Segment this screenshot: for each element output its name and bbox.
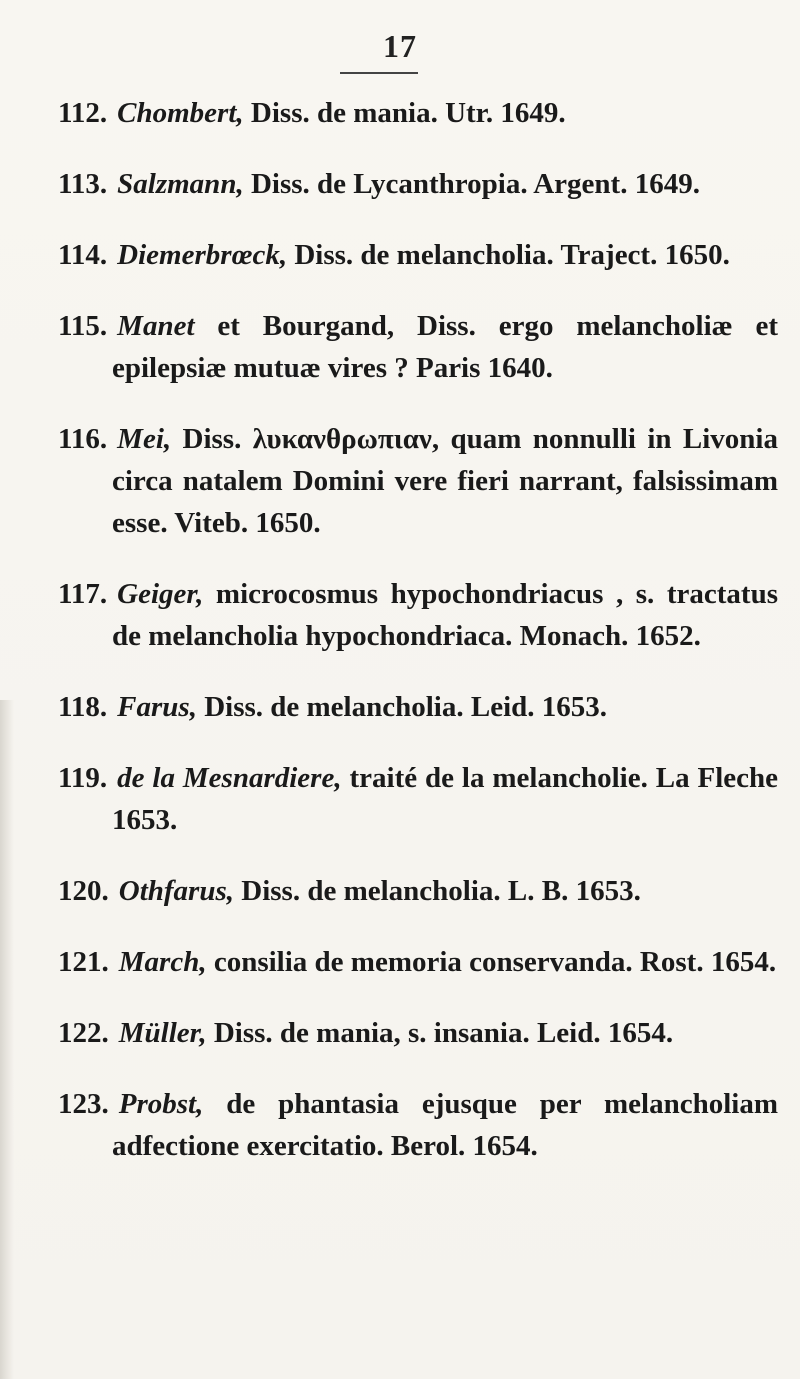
entry-number: 112. — [58, 97, 108, 129]
entry-author: Chombert, — [117, 97, 244, 129]
entry-number: 114. — [58, 239, 108, 271]
bibliography-entry-122 — [58, 1012, 778, 1054]
entry-number: 122. — [58, 1017, 109, 1049]
entry-text: de phantasia ejusque per melancholiam adfectione exercitatio. Berol. 1654. — [112, 1088, 778, 1162]
entry-text: et Bourgand, Diss. ergo melancholiæ et epilepsiæ mutuæ vires ? Paris 1640. — [112, 310, 778, 384]
bibliography-entry-123 — [58, 1083, 778, 1167]
bibliography-entry-117 — [58, 573, 778, 657]
entry-number: 116. — [58, 423, 108, 455]
entry-author: Othfarus, — [118, 875, 234, 907]
entry-text: microcosmus hypochondriacus , s. tractatus de melancholia hypochondriaca. Monach. 1652. — [112, 578, 779, 652]
bibliography-entry-115 — [58, 305, 778, 389]
entry-number: 119. — [58, 762, 108, 794]
bibliography-entry-120 — [58, 870, 778, 912]
bibliography-entry-121 — [58, 941, 778, 983]
entry-author: Geiger, — [117, 578, 204, 610]
entry-author: Probst, — [118, 1088, 204, 1120]
bibliography-entry-118 — [58, 686, 778, 728]
entry-text: consilia de memoria conservanda. Rost. 1654. — [213, 946, 777, 978]
entry-text: Diss. de melancholia. Traject. 1650. — [294, 239, 730, 271]
entry-text: Diss. de mania, s. insania. Leid. 1654. — [213, 1017, 674, 1049]
entry-author: Manet — [117, 310, 195, 342]
entry-author: Diemerbrœck, — [117, 239, 288, 271]
entry-text: Diss. λυκανθρωπιαν, quam nonnulli in Livonia circa natalem Domini vere fieri narrant, falsissimam esse. Viteb. 1650. — [112, 423, 778, 539]
entry-number: 118. — [58, 691, 108, 723]
page-header — [0, 28, 800, 65]
bibliography-list — [58, 82, 778, 1192]
entry-author: Salzmann, — [117, 168, 244, 200]
bibliography-entry-112 — [58, 92, 778, 134]
entry-author: Farus, — [117, 691, 197, 723]
entry-number: 123. — [58, 1088, 109, 1120]
header-rule — [340, 72, 418, 74]
entry-number: 120. — [58, 875, 109, 907]
entry-number: 117. — [58, 578, 108, 610]
entry-text: Diss. de melancholia. Leid. 1653. — [204, 691, 608, 723]
entry-number: 113. — [58, 168, 108, 200]
entry-author: de la Mesnardiere, — [117, 762, 342, 794]
page-number: 17 — [383, 28, 417, 64]
page-gutter-shadow — [0, 700, 14, 1379]
entry-text: Diss. de melancholia. L. B. 1653. — [241, 875, 641, 907]
bibliography-entry-116 — [58, 418, 778, 544]
bibliography-entry-119 — [58, 757, 778, 841]
entry-number: 115. — [58, 310, 108, 342]
entry-author: March, — [118, 946, 207, 978]
entry-author: Mei, — [117, 423, 172, 455]
bibliography-entry-113 — [58, 163, 778, 205]
entry-author: Müller, — [118, 1017, 207, 1049]
bibliography-entry-114 — [58, 234, 778, 276]
entry-text: Diss. de mania. Utr. 1649. — [250, 97, 566, 129]
entry-text: traité de la melancholie. La Fleche 1653. — [112, 762, 779, 836]
entry-number: 121. — [58, 946, 109, 978]
entry-text: Diss. de Lycanthropia. Argent. 1649. — [250, 168, 700, 200]
